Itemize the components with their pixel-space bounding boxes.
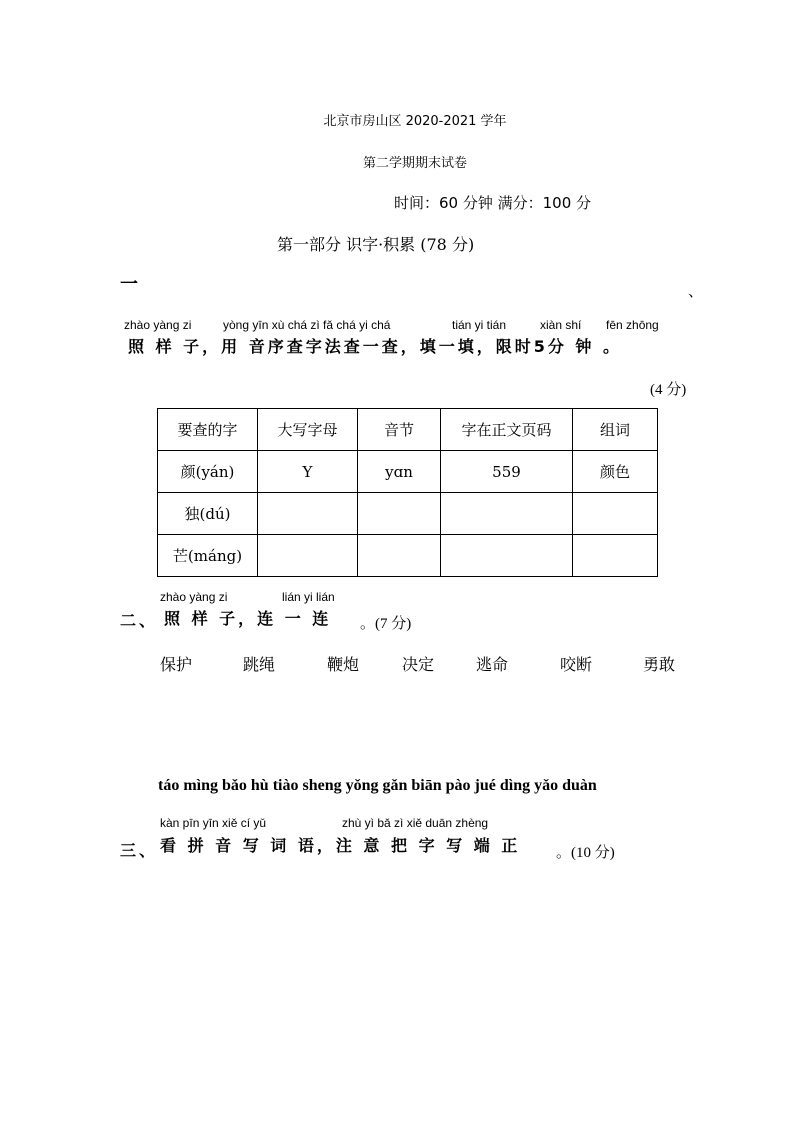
word-item[interactable]: 逃命 [476, 655, 509, 674]
answer-cell[interactable] [358, 535, 441, 577]
table-header-cell: 字在正文页码 [441, 409, 573, 451]
q1-pinyin-3: tián yi tián [452, 318, 507, 332]
table-row [158, 493, 658, 535]
table-cell: 芒(máng) [158, 535, 258, 577]
q3-instruction: 看 拼 音 写 词 语，注 意 把 字 写 端 正 [160, 836, 521, 855]
answer-cell[interactable] [258, 493, 358, 535]
part-title: 第一部分 识字·积累 (78 分) [277, 235, 475, 254]
time-score-info: 时间：60 分钟 满分：100 分 [394, 194, 592, 212]
table-row [158, 451, 658, 493]
table-row [158, 535, 658, 577]
q2-word-list [0, 652, 794, 676]
q1-instruction: 照 样 子，用 音序查字法查一查，填一填，限时5分 钟 。 [128, 337, 622, 356]
table-cell: Y [258, 451, 358, 493]
syllable-lookup-table [157, 408, 658, 577]
answer-cell[interactable] [441, 493, 573, 535]
q2-score: 。(7 分) [360, 616, 412, 632]
answer-cell[interactable] [573, 535, 658, 577]
exam-title-line1: 北京市房山区 2020-2021 学年 [323, 114, 507, 129]
q2-number: 二、 [120, 611, 159, 630]
q1-pinyin-4: xiàn shí [540, 318, 582, 332]
q1-number: 一 [120, 274, 138, 295]
table-header-row [158, 409, 658, 451]
answer-cell[interactable] [258, 535, 358, 577]
table-header-cell: 大写字母 [258, 409, 358, 451]
q3-pinyin-2: zhù yì bǎ zì xiě duān zhèng [342, 816, 489, 830]
table-cell: 559 [441, 451, 573, 493]
q3-pinyin-1: kàn pīn yīn xiě cí yǔ [160, 816, 267, 830]
table-cell: yɑn [358, 451, 441, 493]
q1-trail-mark: 、 [688, 282, 704, 300]
table-header-cell: 要查的字 [158, 409, 258, 451]
q1-pinyin-2: yòng yīn xù chá zì fǎ chá yi chá [223, 318, 391, 332]
word-item[interactable]: 保护 [160, 655, 193, 674]
q2-pinyin-2: lián yi lián [282, 590, 335, 604]
word-item[interactable]: 勇敢 [643, 655, 676, 674]
table-cell: 独(dú) [158, 493, 258, 535]
word-item[interactable]: 鞭炮 [327, 655, 360, 674]
exam-title-line2: 第二学期期末试卷 [362, 156, 467, 171]
table-cell: 颜(yán) [158, 451, 258, 493]
q2-pinyin-row: táo mìng bǎo hù tiào sheng yǒng gǎn biān pào jué dìng yǎo duàn [158, 777, 597, 794]
q3-number: 三、 [120, 841, 159, 860]
word-item[interactable]: 决定 [402, 655, 435, 674]
answer-cell[interactable] [573, 493, 658, 535]
answer-cell[interactable] [441, 535, 573, 577]
word-item[interactable]: 咬断 [560, 655, 593, 674]
table-cell: 颜色 [573, 451, 658, 493]
table-header-cell: 组词 [573, 409, 658, 451]
q2-instruction: 照 样 子，连 一 连 [164, 609, 332, 628]
q1-score: (4 分) [650, 382, 687, 398]
q1-pinyin-5: fēn zhōng [606, 318, 659, 332]
q1-pinyin-1: zhào yàng zi [124, 318, 192, 332]
table-header-cell: 音节 [358, 409, 441, 451]
answer-cell[interactable] [358, 493, 441, 535]
q2-pinyin-1: zhào yàng zi [160, 590, 228, 604]
word-item[interactable]: 跳绳 [243, 655, 276, 674]
q3-score: 。(10 分) [556, 845, 615, 861]
